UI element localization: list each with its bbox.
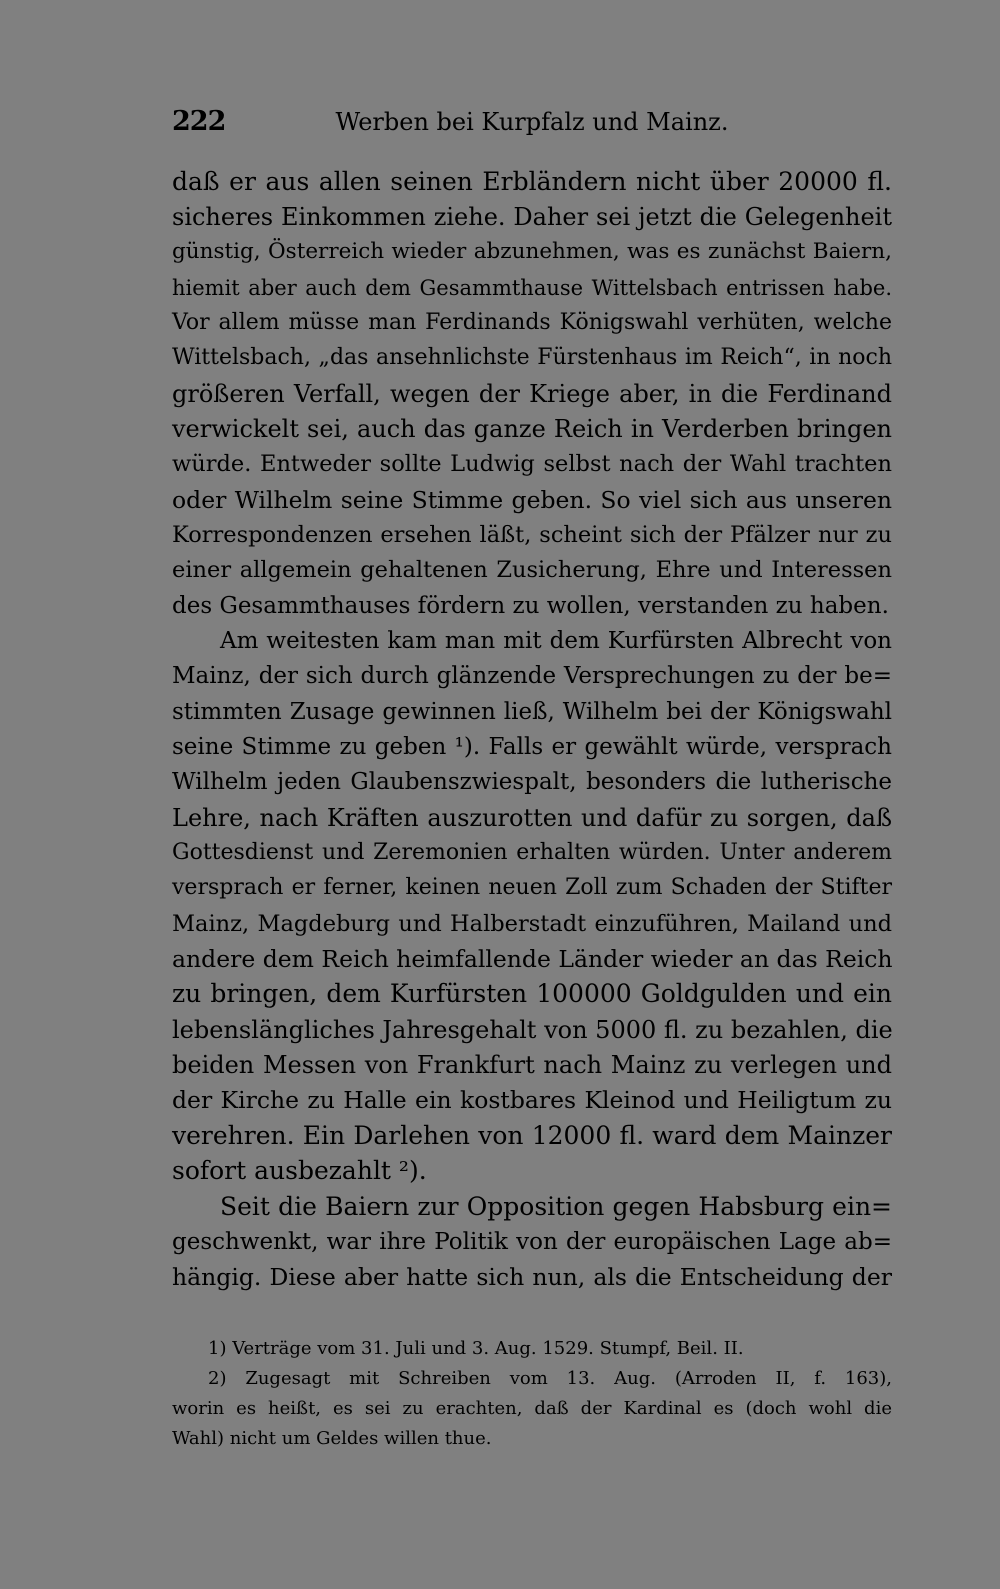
footnote-line: worin es heißt, es sei zu erachten, daß der Kardinal es (doch wohl die bbox=[172, 1398, 892, 1419]
text-line: Wilhelm jeden Glaubenszwiespalt, besonders die lutherische bbox=[172, 769, 892, 795]
text-line: Mainz, der sich durch glänzende Versprechungen zu der be= bbox=[172, 663, 892, 689]
text-line: hängig. Diese aber hatte sich nun, als die Entscheidung der bbox=[172, 1263, 892, 1291]
text-line: daß er aus allen seinen Erbländern nicht über 20000 fl. bbox=[172, 167, 892, 196]
text-line: Lehre, nach Kräften auszurotten und dafür zu sorgen, daß bbox=[172, 804, 892, 832]
text-line: beiden Messen von Frankfurt nach Mainz zu verlegen und bbox=[172, 1051, 892, 1079]
text-line: zu bringen, dem Kurfürsten 100000 Goldgulden und ein bbox=[172, 979, 892, 1008]
text-line: geschwenkt, war ihre Politik von der europäischen Lage ab= bbox=[172, 1229, 892, 1255]
text-line: sofort ausbezahlt ²). bbox=[172, 1156, 427, 1185]
text-line: einer allgemein gehaltenen Zusicherung, Ehre und Interessen bbox=[172, 557, 892, 583]
text-line: lebenslängliches Jahresgehalt von 5000 fl. zu bezahlen, die bbox=[172, 1016, 893, 1044]
text-line: sicheres Einkommen ziehe. Daher sei jetzt die Gelegenheit bbox=[172, 203, 892, 231]
text-line: stimmten Zusage gewinnen ließ, Wilhelm bei der Königswahl bbox=[172, 699, 892, 725]
text-line: Wittelsbach, „das ansehnlichste Fürstenhaus im Reich“, in noch bbox=[172, 345, 892, 370]
running-head: Werben bei Kurpfalz und Mainz. bbox=[335, 108, 729, 136]
footnote-line: 2) Zugesagt mit Schreiben vom 13. Aug. (Arroden II, f. 163), bbox=[208, 1368, 892, 1389]
text-line: Am weitesten kam man mit dem Kurfürsten Albrecht von bbox=[220, 628, 892, 654]
footnote-line: Wahl) nicht um Geldes willen thue. bbox=[172, 1428, 492, 1449]
footnote-line: 1) Verträge vom 31. Juli und 3. Aug. 1529. Stumpf, Beil. II. bbox=[208, 1338, 744, 1359]
text-line: Vor allem müsse man Ferdinands Königswahl verhüten, welche bbox=[172, 310, 892, 335]
text-line: hiemit aber auch dem Gesammthause Wittelsbach entrissen habe. bbox=[172, 276, 892, 300]
text-line: Seit die Baiern zur Opposition gegen Habsburg ein= bbox=[220, 1192, 892, 1221]
text-line: verehren. Ein Darlehen von 12000 fl. ward dem Mainzer bbox=[172, 1121, 892, 1150]
page-number: 222 bbox=[172, 106, 226, 137]
text-line: Gottesdienst und Zeremonien erhalten würden. Unter anderem bbox=[172, 840, 892, 865]
text-line: würde. Entweder sollte Ludwig selbst nach der Wahl trachten bbox=[172, 451, 892, 477]
text-line: günstig, Österreich wieder abzunehmen, was es zunächst Baiern, bbox=[172, 239, 892, 264]
text-line: andere dem Reich heimfallende Länder wieder an das Reich bbox=[172, 945, 893, 973]
page-header bbox=[172, 106, 892, 142]
text-line: verwickelt sei, auch das ganze Reich in Verderben bringen bbox=[172, 415, 892, 443]
text-line: der Kirche zu Halle ein kostbares Kleinod und Heiligtum zu bbox=[172, 1086, 892, 1114]
text-line: größeren Verfall, wegen der Kriege aber, in die Ferdinand bbox=[172, 380, 892, 408]
text-line: oder Wilhelm seine Stimme geben. So viel sich aus unseren bbox=[172, 486, 892, 514]
text-line: seine Stimme zu geben ¹). Falls er gewählt würde, versprach bbox=[172, 734, 892, 760]
text-line: Mainz, Magdeburg und Halberstadt einzuführen, Mailand und bbox=[172, 911, 892, 937]
text-line: Korrespondenzen ersehen läßt, scheint sich der Pfälzer nur zu bbox=[172, 522, 892, 548]
text-line: des Gesammthauses fördern zu wollen, verstanden zu haben. bbox=[172, 593, 889, 619]
text-line: versprach er ferner, keinen neuen Zoll zum Schaden der Stifter bbox=[172, 875, 892, 900]
